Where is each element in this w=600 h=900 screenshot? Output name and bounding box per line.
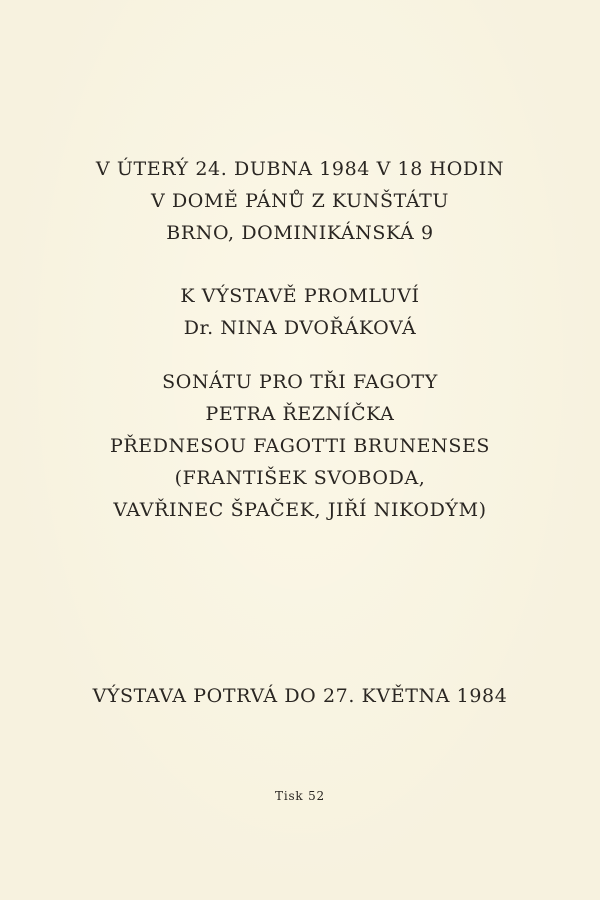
event-details — [0, 153, 600, 249]
music-piece: SONÁTU PRO TŘI FAGOTY — [162, 371, 438, 393]
performer-names-2: VAVŘINEC ŠPAČEK, JIŘÍ NIKODÝM) — [113, 499, 487, 521]
print-number — [0, 786, 600, 806]
exhibition-duration — [0, 680, 600, 712]
opening-speech — [0, 280, 600, 344]
music-composer: PETRA ŘEZNÍČKA — [205, 403, 395, 425]
event-address: BRNO, DOMINIKÁNSKÁ 9 — [166, 222, 434, 244]
speech-intro: K VÝSTAVĚ PROMLUVÍ — [180, 285, 420, 307]
print-number-text: Tisk 52 — [275, 789, 325, 803]
duration-text: VÝSTAVA POTRVÁ DO 27. KVĚTNA 1984 — [92, 685, 508, 707]
music-program — [0, 366, 600, 526]
performer-names-1: (FRANTIŠEK SVOBODA, — [174, 467, 426, 489]
music-performers: PŘEDNESOU FAGOTTI BRUNENSES — [109, 435, 491, 457]
event-venue: V DOMĚ PÁNŮ Z KUNŠTÁTU — [151, 190, 449, 212]
speaker-name: Dr. NINA DVOŘÁKOVÁ — [183, 317, 417, 339]
event-date-time: V ÚTERÝ 24. DUBNA 1984 V 18 HODIN — [95, 158, 505, 180]
